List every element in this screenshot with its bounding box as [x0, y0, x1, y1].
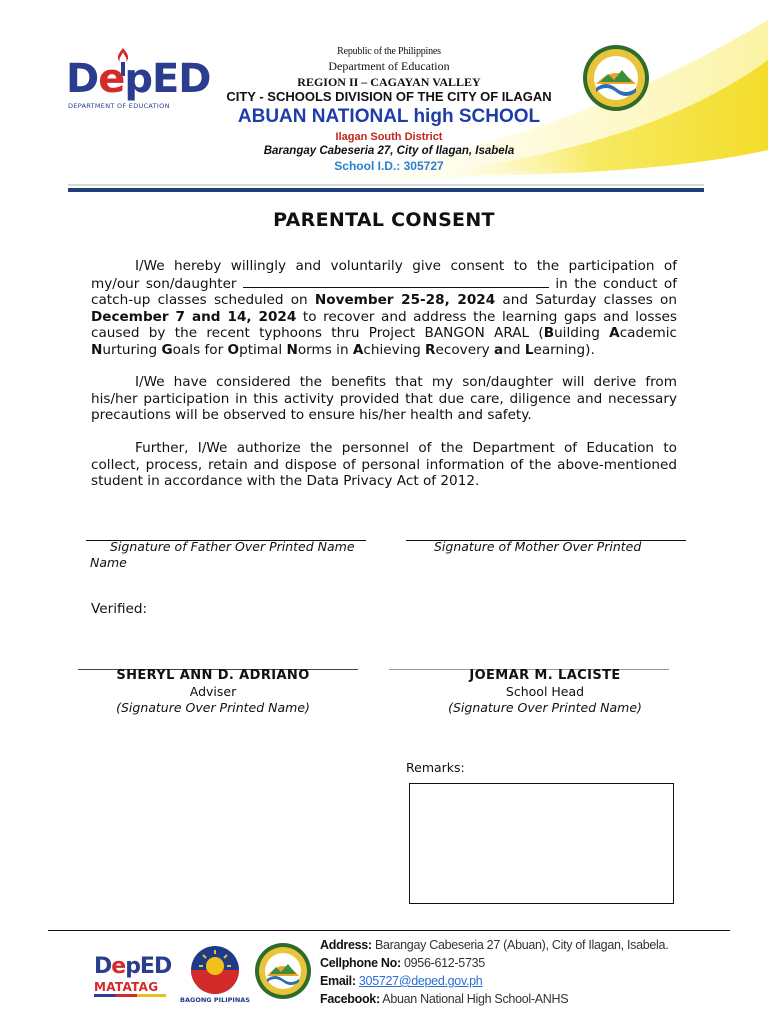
acronym-word-rest: cademic [619, 325, 677, 341]
acronym-word-rest: nd [503, 341, 525, 358]
acronym-word-rest: earning [533, 341, 586, 358]
footer-deped-matatag-logo [92, 946, 172, 1002]
mother-signature-label: Signature of Mother Over Printed [434, 539, 642, 554]
header-barangay: Barangay Cabeseria 27, City of Ilagan, Isabela [263, 145, 515, 157]
acronym-initial: N [286, 341, 298, 358]
acronym-word-rest: ptimal [239, 341, 287, 358]
acronym-initial: O [227, 341, 240, 358]
consent-paragraph-1: I/We hereby willingly and voluntarily give consent to the participation of my/our son/daughter in the conduct of catch-up classes scheduled on November 25-28, 2024 and Saturday classes on December 7 and 14, 2024 to recover and address the learning gaps and losses caused by the recent typhoons thru Project BANGON ARAL (Building Academic Nurturing Goals for Optimal Norms in Achieving Recovery and Learning). [91, 258, 677, 358]
acronym-initial: L [524, 341, 534, 358]
school-head-block [400, 668, 690, 716]
footer-email: Email: 305727@deped.gov.ph [320, 974, 483, 988]
acronym-initial: A [609, 325, 620, 341]
footer-deped-text: DepED [94, 954, 172, 979]
header-district: Ilagan South District [335, 131, 443, 143]
footer-address: Address: Barangay Cabeseria 27 (Abuan), City of Ilagan, Isabela. [320, 938, 669, 952]
acronym-initial: a [494, 341, 504, 358]
catch-up-dates: November 25-28, 2024 [314, 292, 496, 308]
footer-matatag-stripe [94, 994, 166, 997]
adviser-block [68, 668, 358, 716]
header-divider-light [68, 184, 704, 186]
footer-cellphone: Cellphone No: 0956-612-5735 [320, 956, 485, 970]
acronym-initial: G [161, 341, 173, 358]
footer-facebook: Facebook: Abuan National High School-ANHS [320, 992, 569, 1006]
adviser-signature-caption: (Signature Over Printed Name) [116, 699, 310, 715]
school-head-name: JOEMAR M. LACISTE [469, 668, 621, 683]
acronym-word-rest: urturing [102, 341, 162, 358]
acronym-word-rest: chieving [363, 341, 426, 358]
bagong-pilipinas-text: BAGONG PILIPINAS [180, 996, 250, 1004]
acronym-word-rest: uilding [554, 325, 610, 341]
header-school-name: ABUAN NATIONAL high SCHOOL [237, 106, 541, 127]
document-title: PARENTAL CONSENT [273, 209, 495, 231]
school-head-signature-caption: (Signature Over Printed Name) [448, 699, 642, 715]
acronym-initial: A [352, 341, 364, 358]
remarks-label: Remarks: [406, 760, 465, 775]
bagong-pilipinas-logo [178, 944, 252, 1006]
saturday-dates: December 7 and 14, 2024 [91, 308, 297, 325]
deped-logo-subtitle: DEPARTMENT OF EDUCATION [68, 102, 170, 110]
consent-paragraph-2: I/We have considered the benefits that my son/daughter will derive from his/her participation in this activity provided that due care, diligence and necessary precautions will be observed to ensure his/her health and safety. [91, 374, 677, 423]
verified-label: Verified: [91, 601, 148, 617]
footer-divider [48, 930, 730, 931]
acronym-word-rest: oals for [172, 341, 228, 358]
header-republic: Republic of the Philippines [337, 46, 441, 57]
adviser-role: Adviser [189, 684, 237, 699]
header-school-id: School I.D.: 305727 [334, 159, 444, 173]
header-region: REGION II – CAGAYAN VALLEY [297, 75, 481, 89]
child-name-blank [243, 275, 549, 288]
consent-paragraph-3: Further, I/We authorize the personnel of the Department of Education to collect, process, retain and dispose of personal information of the above-mentioned student in accordance with the Data Privacy Act of 2012. [91, 440, 677, 489]
footer-school-seal-icon [254, 942, 312, 1000]
deped-logo-text: DepED [66, 56, 211, 102]
email-link[interactable]: 305727@deped.gov.ph [358, 974, 483, 988]
header-divider [68, 188, 704, 192]
footer-matatag-text: MATATAG [94, 980, 159, 994]
acronym-word-rest: ecovery [435, 341, 495, 358]
acronym-word-rest: orms in [297, 341, 353, 358]
school-head-role: School Head [505, 684, 585, 699]
bagong-pilipinas-icon [178, 944, 252, 996]
acronym-initial: R [425, 341, 436, 358]
header-department: Department of Education [328, 59, 450, 73]
remarks-box[interactable] [409, 783, 674, 904]
acronym-initial: B [543, 325, 555, 341]
acronym-initial: N [91, 341, 103, 358]
header-division: CITY - SCHOOLS DIVISION OF THE CITY OF ILAGAN [226, 89, 552, 104]
father-signature-label: Signature of Father Over Printed Name Name [90, 539, 355, 570]
adviser-name: SHERYL ANN D. ADRIANO [116, 668, 310, 683]
